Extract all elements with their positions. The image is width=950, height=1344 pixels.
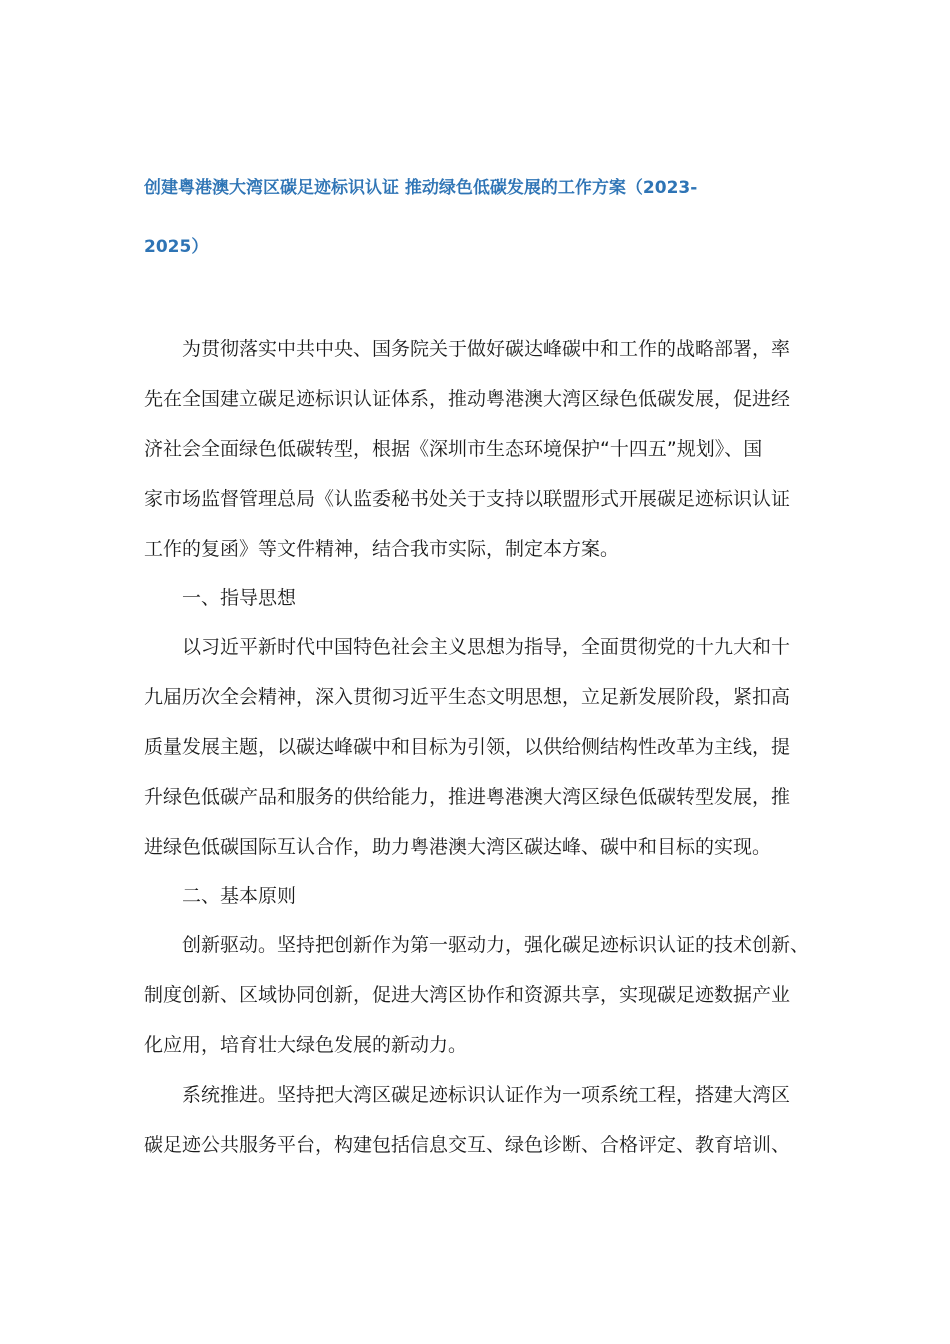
body-line: 系统推进。坚持把大湾区碳足迹标识认证作为一项系统工程，搭建大湾区: [182, 1084, 791, 1106]
section-heading: 一、指导思想: [182, 587, 297, 609]
body-line: 家市场监督管理总局《认监委秘书处关于支持以联盟形式开展碳足迹标识认证: [144, 488, 791, 510]
body-line: 进绿色低碳国际互认合作，助力粤港澳大湾区碳达峰、碳中和目标的实现。: [144, 836, 772, 858]
body-line: 质量发展主题，以碳达峰碳中和目标为引领，以供给侧结构性改革为主线，提: [144, 736, 791, 758]
title-line-1: 创建粤港澳大湾区碳足迹标识认证 推动绿色低碳发展的工作方案（2023-: [144, 178, 698, 198]
body-line: 化应用，培育壮大绿色发展的新动力。: [144, 1034, 468, 1056]
body-line: 工作的复函》等文件精神，结合我市实际，制定本方案。: [144, 538, 620, 560]
body-line: 九届历次全会精神，深入贯彻习近平生态文明思想，立足新发展阶段，紧扣高: [144, 686, 791, 708]
section-heading: 二、基本原则: [182, 885, 297, 907]
body-line: 以习近平新时代中国特色社会主义思想为指导，全面贯彻党的十九大和十: [182, 636, 791, 658]
body-line: 为贯彻落实中共中央、国务院关于做好碳达峰碳中和工作的战略部署，率: [182, 338, 791, 360]
body-line: 制度创新、区域协同创新，促进大湾区协作和资源共享，实现碳足迹数据产业: [144, 984, 791, 1006]
body-line: 创新驱动。坚持把创新作为第一驱动力，强化碳足迹标识认证的技术创新、: [182, 934, 810, 956]
body-line: 先在全国建立碳足迹标识认证体系，推动粤港澳大湾区绿色低碳发展，促进经: [144, 388, 791, 410]
body-line: 碳足迹公共服务平台，构建包括信息交互、绿色诊断、合格评定、教育培训、: [144, 1134, 791, 1156]
body-line: 济社会全面绿色低碳转型，根据《深圳市生态环境保护“十四五”规划》、国: [144, 438, 763, 460]
body-line: 升绿色低碳产品和服务的供给能力，推进粤港澳大湾区绿色低碳转型发展，推: [144, 786, 791, 808]
title-line-2: 2025）: [144, 237, 209, 257]
